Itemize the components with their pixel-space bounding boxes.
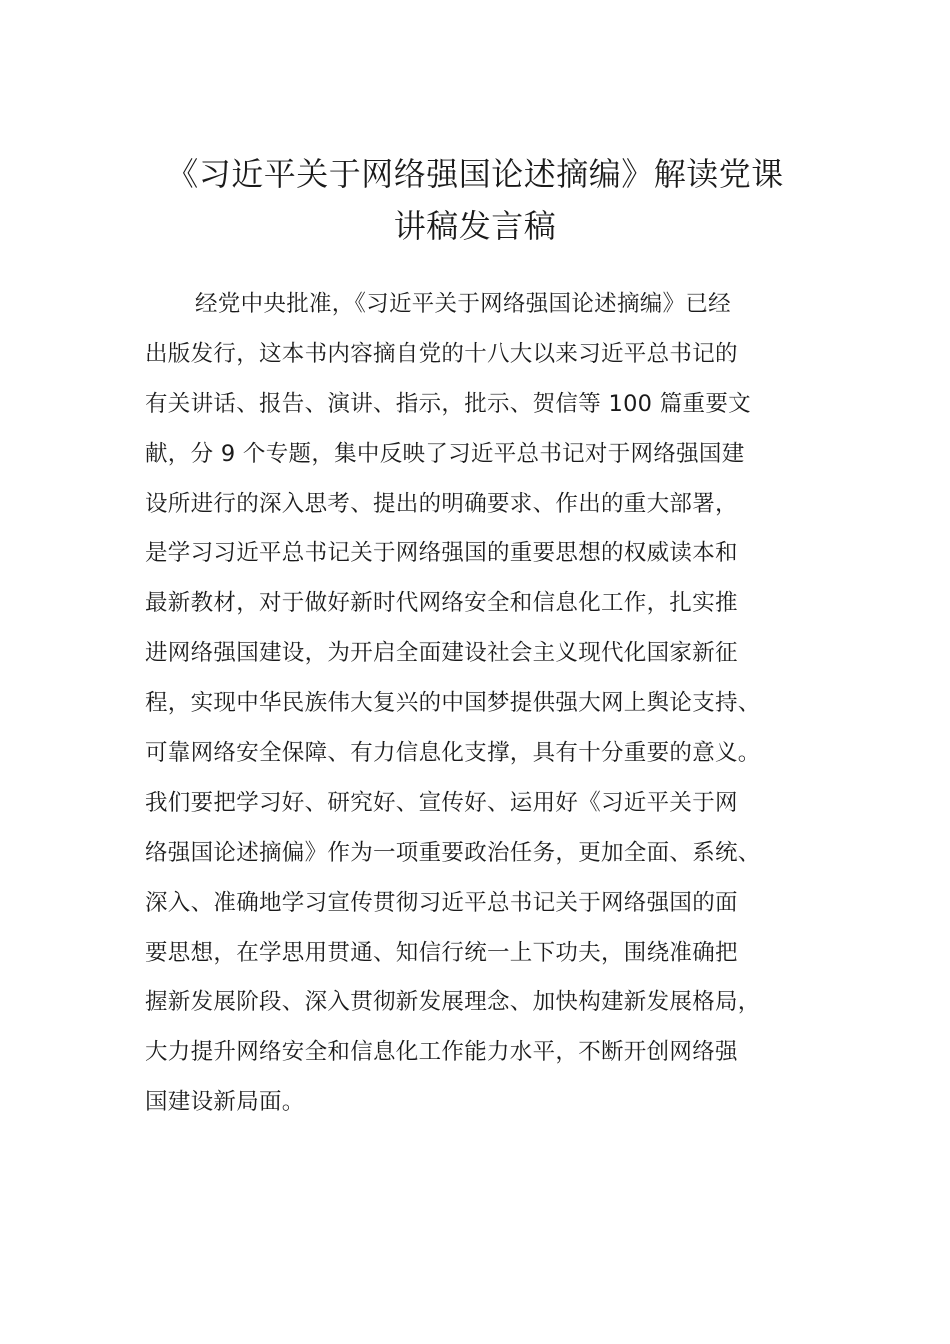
paragraph-line: 献，分 9 个专题，集中反映了习近平总书记对于网络强国建 [145,440,745,467]
title-line-2: 讲稿发言稿 [393,207,557,245]
paragraph-line: 我们要把学习好、研究好、宣传好、运用好《习近平关于网 [145,789,738,816]
title-line-1: 《习近平关于网络强国论述摘编》解读党课 [166,155,784,193]
paragraph-line: 深入、准确地学习宣传贯彻习近平总书记关于网络强国的面 [145,889,738,916]
paragraph-line: 要思想，在学思用贯通、知信行统一上下功夫，围绕准确把 [145,939,738,966]
paragraph-line: 握新发展阶段、深入贯彻新发展理念、加快构建新发展格局， [145,989,761,1016]
paragraph-line: 经党中央批准，《习近平关于网络强国论述摘编》已经 [195,291,731,317]
paragraph-line: 国建设新局面。 [145,1089,305,1116]
paragraph-line: 进网络强国建设，为开启全面建设社会主义现代化国家新征 [145,640,738,667]
document-title [100,148,850,252]
paragraph-line: 最新教材，对于做好新时代网络安全和信息化工作，扎实推 [145,590,738,617]
paragraph-line: 程，实现中华民族伟大复兴的中国梦提供强大网上舆论支持、 [145,690,761,717]
paragraph-line: 大力提升网络安全和信息化工作能力水平，不断开创网络强 [145,1039,738,1066]
paragraph-line: 可靠网络安全保障、有力信息化支撑，具有十分重要的意义。 [145,740,761,767]
paragraph-line: 是学习习近平总书记关于网络强国的重要思想的权威读本和 [145,540,738,567]
paragraph-line: 有关讲话、报告、演讲、指示，批示、贺信等 100 篇重要文 [145,390,751,417]
paragraph-line: 设所进行的深入思考、提出的明确要求、作出的重大部署， [145,490,738,517]
paragraph-line: 络强国论述摘偏》作为一项重要政治任务，更加全面、系统、 [145,839,761,866]
paragraph-line: 出版发行，这本书内容摘自党的十八大以来习近平总书记的 [145,340,738,367]
body-paragraph [145,280,815,1128]
